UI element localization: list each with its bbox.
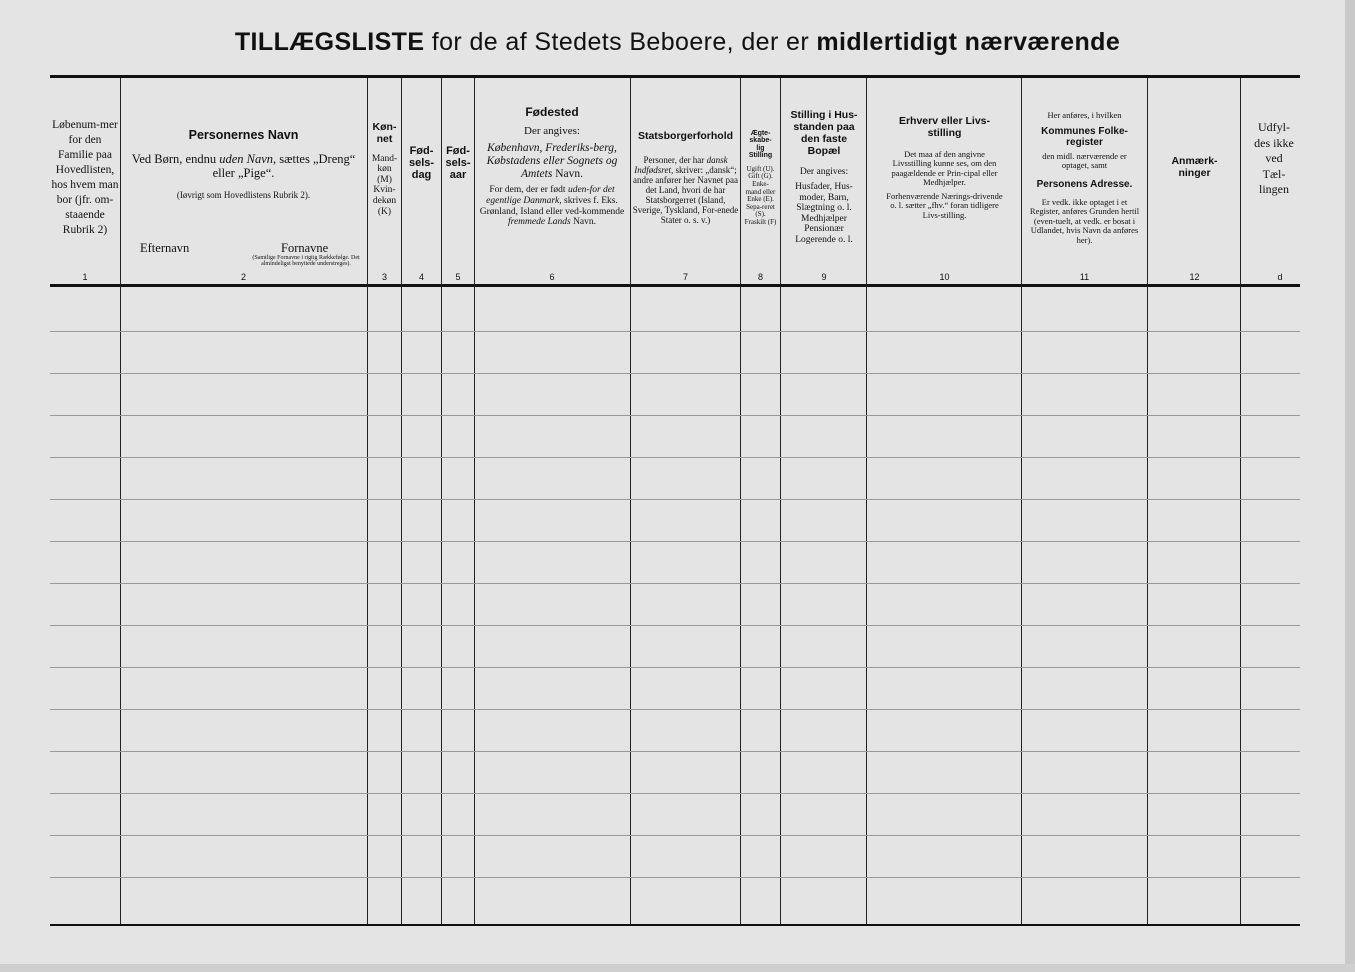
column-number-8: 8 bbox=[757, 272, 763, 282]
col2-text-1 bbox=[122, 152, 365, 180]
title-emphasis: midlertidigt nærværende bbox=[816, 28, 1121, 56]
header-col-7 bbox=[632, 80, 739, 276]
col8-text: Ugift (U). Gift (G). Enke-mand eller Enke (E). Sepa-reret (S). Fraskilt (F) bbox=[744, 164, 777, 226]
header-col-12 bbox=[1149, 80, 1240, 276]
row-line bbox=[50, 625, 1300, 626]
header-col-10 bbox=[868, 80, 1021, 276]
paper-edge-bottom bbox=[0, 964, 1355, 972]
col6-text bbox=[476, 142, 628, 181]
row-line bbox=[50, 499, 1300, 500]
header-col-3 bbox=[368, 80, 401, 276]
col11-heading: Kommunes Folke-register bbox=[1041, 126, 1128, 149]
col6-text-3-italic: fremmede Lands bbox=[507, 217, 571, 228]
column-number-1: 1 bbox=[82, 272, 88, 282]
column-divider-5 bbox=[474, 78, 475, 924]
column-number-3: 3 bbox=[381, 272, 387, 282]
col2-subheader-firstnames: Fornavne bbox=[281, 241, 329, 255]
col6-text-2-italic: uden-for det egentlige Danmark, bbox=[486, 185, 615, 206]
col6-sub: Der angives: bbox=[524, 125, 580, 138]
col5-heading: Fød-sels-aar bbox=[445, 144, 471, 182]
col9-heading: Stilling i Hus-standen paa den faste Bopæl bbox=[790, 109, 858, 157]
header-col-9 bbox=[782, 80, 866, 276]
header-col-1 bbox=[50, 80, 120, 276]
col6-text-3: skrives f. Eks. Grønland, Island eller ved-kommende bbox=[479, 196, 625, 217]
col10-text-2: Forhenværende Nærings-drivende o. l. sætter „fhv.“ foran tidligere Livs-stilling. bbox=[886, 190, 1003, 220]
title-main-word: TILLÆGSLISTE bbox=[234, 28, 425, 56]
col11-text: Er vedk. ikke optaget i et Register, anføres Grunden hertil (even-tuelt, at vedk. er bosat i Udlandet, hvis Navn da anføres her). bbox=[1029, 196, 1140, 245]
row-line bbox=[50, 709, 1300, 710]
col2-subheader-surname: Efternavn bbox=[140, 241, 190, 255]
col6-text-2a: For dem, der er født bbox=[489, 185, 568, 196]
row-line bbox=[50, 373, 1300, 374]
column-number-6: 6 bbox=[549, 272, 555, 282]
col3-heading: Køn-net bbox=[372, 121, 397, 145]
row-line bbox=[50, 331, 1300, 332]
col6-text-2 bbox=[476, 185, 628, 228]
column-divider-12 bbox=[1240, 78, 1241, 924]
col6-heading: Fødested bbox=[525, 105, 579, 119]
column-number-7: 7 bbox=[682, 272, 688, 282]
col2-tiny-note: (Samtlige Fornavne i rigtig Rækkefølge. Det almindeligst benyttede understreges). bbox=[252, 255, 360, 268]
col7-text-1-italic: dansk Indfødsret, bbox=[634, 154, 728, 175]
column-number-4: 4 bbox=[418, 272, 424, 282]
row-line bbox=[50, 877, 1300, 878]
header-col-5 bbox=[442, 80, 474, 276]
col7-text-1: Personer, der har bbox=[643, 154, 707, 165]
column-number-d: d bbox=[1277, 272, 1283, 282]
row-line bbox=[50, 583, 1300, 584]
col6-text-italic: København, Frederiks-berg, Købstadens eller Sognets og Amtets bbox=[486, 141, 618, 180]
column-divider-1 bbox=[120, 78, 121, 924]
col2-text-1-italic: uden Navn bbox=[219, 152, 274, 166]
title-middle: for de af Stedets Beboere, der er bbox=[424, 28, 817, 56]
col12-heading: Anmærk-ninger bbox=[1171, 155, 1218, 179]
column-number-2: 2 bbox=[240, 272, 246, 282]
header-bottom-rule bbox=[50, 284, 1300, 287]
col2-text-1b: , sættes „Dreng“ eller „Pige“. bbox=[212, 152, 356, 180]
col6-text-3b: Navn. bbox=[570, 217, 597, 228]
col11-heading-2: Personens Adresse. bbox=[1036, 178, 1133, 190]
col9-text: Husfader, Hus-moder, Barn, Slægtning o. l. Medhjælper Pensionær Logerende o. l. bbox=[795, 181, 853, 246]
col7-text-2: skriver: „dansk“; andre anfører her Navnet paa det Land, hvori de har Statsborgerret (Island, Sverige, Tyskland, For-enede Stater o. s. v.) bbox=[632, 164, 739, 226]
col10-heading: Erhverv eller Livs-stilling bbox=[898, 115, 991, 139]
col8-heading: Ægte-skabe-lig Stilling bbox=[748, 129, 773, 160]
column-number-9: 9 bbox=[821, 272, 827, 282]
col2-text-2: (Iøvrigt som Hovedlistens Rubrik 2). bbox=[176, 190, 311, 200]
cold-text: Udfyl-des ikke ved Tæl-lingen bbox=[1254, 120, 1294, 197]
col4-heading: Fød-sels-dag bbox=[408, 144, 435, 182]
header-col-8 bbox=[741, 80, 780, 276]
column-number-10: 10 bbox=[939, 272, 950, 282]
column-number-11: 11 bbox=[1079, 272, 1090, 282]
header-col-d bbox=[1242, 80, 1306, 276]
col10-text-1: Det maa af den angivne Livsstilling kunne ses, om den paagældende er Prin-cipal eller Medhjælper. bbox=[891, 148, 998, 188]
row-line bbox=[50, 751, 1300, 752]
header-col-11 bbox=[1023, 80, 1146, 276]
col11-mid: den midl. nærværende er optaget, samt bbox=[1042, 150, 1127, 171]
column-number-5: 5 bbox=[455, 272, 461, 282]
header-top-rule bbox=[50, 75, 1300, 78]
header-col-4 bbox=[402, 80, 441, 276]
column-divider-8 bbox=[780, 78, 781, 924]
col7-heading: Statsborgerforhold bbox=[637, 129, 734, 142]
form-title bbox=[0, 28, 1355, 57]
table-bottom-rule bbox=[50, 924, 1300, 926]
col3-text: Mand-køn (M) Kvin-dekøn (K) bbox=[371, 153, 398, 217]
header-col-6 bbox=[476, 80, 628, 276]
column-divider-10 bbox=[1021, 78, 1022, 924]
row-line bbox=[50, 541, 1300, 542]
col2-text-1a: Ved Børn, endnu bbox=[131, 152, 220, 166]
row-line bbox=[50, 415, 1300, 416]
row-line bbox=[50, 793, 1300, 794]
column-divider-9 bbox=[866, 78, 867, 924]
row-line bbox=[50, 457, 1300, 458]
row-line bbox=[50, 835, 1300, 836]
column-divider-11 bbox=[1147, 78, 1148, 924]
column-number-12: 12 bbox=[1189, 272, 1200, 282]
col1-text: Løbenum-mer for den Familie paa Hovedlisten, hos hvem man bor (jfr. om-staaende Rubrik 2) bbox=[51, 119, 119, 236]
row-line bbox=[50, 667, 1300, 668]
col6-text-normal: Navn. bbox=[552, 167, 583, 180]
col7-text bbox=[632, 155, 739, 226]
col2-heading: Personernes Navn bbox=[188, 128, 299, 142]
column-divider-6 bbox=[630, 78, 631, 924]
col9-sub: Der angives: bbox=[799, 167, 849, 178]
paper-edge-right bbox=[1345, 0, 1355, 972]
col11-pre: Her anføres, i hvilken bbox=[1047, 109, 1122, 120]
